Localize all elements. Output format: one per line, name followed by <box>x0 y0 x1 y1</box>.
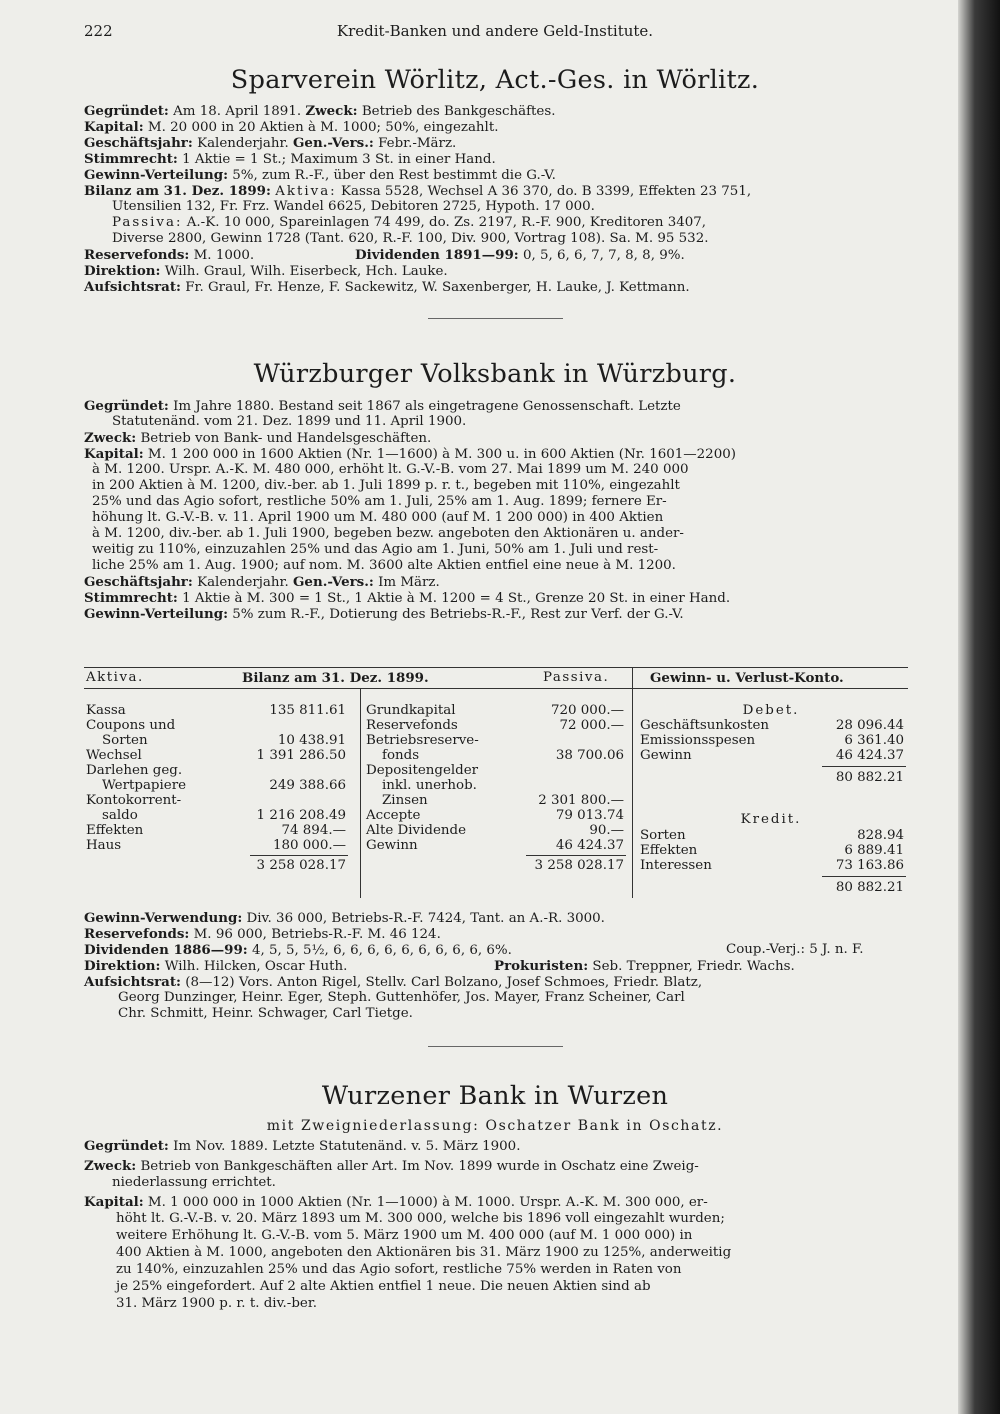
s2-coupon-verjaehrung: Coup.-Verj.: 5 J. n. F. <box>726 942 864 957</box>
section-title-wurzen: Wurzener Bank in Wurzen <box>321 1081 669 1111</box>
aktiva-label: Effekten <box>86 823 144 838</box>
gv-value: 73 163.86 <box>835 858 904 873</box>
gv-label: Interessen <box>640 858 712 873</box>
s2-gegruendet: Gegründet: Im Jahre 1880. Bestand seit 1867 als eingetragene Genossenschaft. Letzte <box>84 398 681 414</box>
aktiva-value: 10 438.91 <box>277 733 346 748</box>
s1-gewinn-verteilung: Gewinn-Verteilung: 5%, zum R.-F., über den Rest bestimmt die G.-V. <box>84 167 556 183</box>
passiva-label: Betriebsreserve- <box>366 733 479 748</box>
page-edge <box>958 0 1000 1414</box>
s2-kapital-l6: à M. 1200, div.-ber. ab 1. Juli 1900, begeben bezw. angeboten den Aktionären u. ander- <box>92 526 684 541</box>
s2-kapital-l7: weitig zu 110%, einzuzahlen 25% und das Agio am 1. Juni, 50% am 1. Juli und rest- <box>92 542 659 557</box>
s2-prokuristen: Prokuristen: Seb. Treppner, Friedr. Wachs. <box>494 958 795 974</box>
s3-kapital-l6: je 25% eingefordert. Auf 2 alte Aktien entfiel 1 neue. Die neuen Aktien sind ab <box>116 1279 651 1294</box>
aktiva-value: 74 894.— <box>281 823 346 838</box>
gv-value: 6 361.40 <box>844 733 904 748</box>
passiva-value: 90.— <box>589 823 624 838</box>
s2-kapital-l8: liche 25% am 1. Aug. 1900; auf nom. M. 3600 alte Aktien entfiel eine neue à M. 1200. <box>92 558 676 573</box>
s1-direktion: Direktion: Wilh. Graul, Wilh. Eiserbeck, Hch. Lauke. <box>84 263 448 279</box>
s2-gewinn-verteilung: Gewinn-Verteilung: 5% zum R.-F., Dotierung des Betriebs-R.-F., Rest zur Verf. der G.-V. <box>84 606 684 622</box>
s1-gegruendet: Gegründet: Am 18. April 1891. Zweck: Betrieb des Bankgeschäftes. <box>84 103 556 119</box>
section-title-woerlitz: Sparverein Wörlitz, Act.-Ges. in Wörlitz. <box>230 65 760 95</box>
s1-dividenden: Dividenden 1891—99: 0, 5, 6, 6, 7, 7, 8, 8, 9%. <box>355 247 685 263</box>
s1-bilanz: Bilanz am 31. Dez. 1899: Aktiva: Kassa 5528, Wechsel A 36 370, do. B 3399, Effekten 23 751, <box>84 183 752 199</box>
s1-geschaeftsjahr: Geschäftsjahr: Kalenderjahr. Gen.-Vers.: Febr.-März. <box>84 135 457 151</box>
aktiva-label: Kontokorrent- <box>86 793 182 808</box>
aktiva-label: Darlehen geg. <box>86 763 183 778</box>
table-header-gv: Gewinn- u. Verlust-Konto. <box>650 670 844 686</box>
passiva-total: 3 258 028.17 <box>534 858 624 873</box>
s3-kapital-l7: 31. März 1900 p. r. t. div.-ber. <box>116 1296 318 1311</box>
aktiva-label: saldo <box>102 808 138 823</box>
aktiva-label: Wechsel <box>86 748 142 763</box>
gv-value: 28 096.44 <box>835 718 904 733</box>
s2-kapital-l2: à M. 1200. Urspr. A.-K. M. 480 000, erhöht lt. G.-V.-B. vom 27. Mai 1899 um M. 240 000 <box>92 462 689 477</box>
gv-label: Gewinn <box>640 748 692 763</box>
s3-kapital-l4: 400 Aktien à M. 1000, angeboten den Aktionären bis 31. März 1900 zu 125%, anderweitig <box>116 1245 732 1260</box>
aktiva-label: Kassa <box>86 703 126 718</box>
s2-kapital-l3: in 200 Aktien à M. 1200, div.-ber. ab 1. Juli 1899 p. r. t., begeben mit 110%, eingezahlt <box>92 478 680 493</box>
gv-label: Emissionsspesen <box>640 733 756 748</box>
kredit-heading: Kredit. <box>740 812 802 827</box>
s3-kapital-l3: weitere Erhöhung lt. G.-V.-B. vom 5. März 1900 um M. 400 000 (auf M. 1 000 000) in <box>116 1228 693 1243</box>
page-number: 222 <box>84 22 113 40</box>
passiva-label: Reservefonds <box>366 718 458 733</box>
s1-stimmrecht: Stimmrecht: 1 Aktie = 1 St.; Maximum 3 St. in einer Hand. <box>84 151 496 167</box>
table-header-bilanz: Bilanz am 31. Dez. 1899. <box>242 670 429 686</box>
passiva-label: fonds <box>382 748 420 763</box>
section-title-wuerzburg: Würzburger Volksbank in Würzburg. <box>253 359 737 389</box>
passiva-value: 2 301 800.— <box>538 793 624 808</box>
s2-gewinn-verwendung: Gewinn-Verwendung: Div. 36 000, Betriebs-R.-F. 7424, Tant. an A.-R. 3000. <box>84 910 605 926</box>
passiva-value: 720 000.— <box>550 703 624 718</box>
gv-label: Effekten <box>640 843 698 858</box>
passiva-label: Alte Dividende <box>366 823 466 838</box>
passiva-value: 79 013.74 <box>555 808 624 823</box>
s2-reservefonds: Reservefonds: M. 96 000, Betriebs-R.-F. M. 46 124. <box>84 926 441 942</box>
gv-debet-total: 80 882.21 <box>835 770 904 785</box>
s1-reservefonds: Reservefonds: M. 1000. <box>84 247 255 263</box>
passiva-value: 72 000.— <box>559 718 624 733</box>
table-header-aktiva: Aktiva. <box>86 670 144 685</box>
s3-zweck: Zweck: Betrieb von Bankgeschäften aller Art. Im Nov. 1899 wurde in Oschatz eine Zweig- <box>84 1158 699 1174</box>
s2-stimmrecht: Stimmrecht: 1 Aktie à M. 300 = 1 St., 1 Aktie à M. 1200 = 4 St., Grenze 20 St. in einer Hand. <box>84 590 731 606</box>
aktiva-value: 180 000.— <box>272 838 346 853</box>
aktiva-label: Wertpapiere <box>102 778 187 793</box>
aktiva-value: 135 811.61 <box>269 703 346 718</box>
s3-gegruendet: Gegründet: Im Nov. 1889. Letzte Statutenänd. v. 5. März 1900. <box>84 1138 521 1154</box>
s2-kapital-l5: höhung lt. G.-V.-B. v. 11. April 1900 um M. 480 000 (auf M. 1 200 000) in 400 Aktien <box>92 510 664 525</box>
s3-kapital-l5: zu 140%, einzuzahlen 25% und das Agio sofort, restliche 75% werden in Raten von <box>116 1262 682 1277</box>
gv-value: 6 889.41 <box>844 843 904 858</box>
s1-passiva-cont: Diverse 2800, Gewinn 1728 (Tant. 620, R.-F. 100, Div. 900, Vortrag 108). Sa. M. 95 532. <box>112 231 709 246</box>
debet-heading: Debet. <box>742 703 800 718</box>
s3-zweck-cont: niederlassung errichtet. <box>112 1175 276 1190</box>
passiva-label: Gewinn <box>366 838 418 853</box>
table-header-passiva: Passiva. <box>543 670 610 685</box>
section-divider <box>428 318 563 319</box>
s2-gegruendet-cont: Statutenänd. vom 21. Dez. 1899 und 11. April 1900. <box>112 414 467 429</box>
gv-value: 828.94 <box>857 828 904 843</box>
aktiva-value: 249 388.66 <box>269 778 346 793</box>
s2-geschaeftsjahr: Geschäftsjahr: Kalenderjahr. Gen.-Vers.: Im März. <box>84 574 440 590</box>
aktiva-label: Coupons und <box>86 718 176 733</box>
passiva-label: inkl. unerhob. <box>382 778 477 793</box>
s2-zweck: Zweck: Betrieb von Bank- und Handelsgeschäften. <box>84 430 432 446</box>
s1-aufsichtsrat: Aufsichtsrat: Fr. Graul, Fr. Henze, F. Sackewitz, W. Saxenberger, H. Lauke, J. Kettmann. <box>84 279 690 295</box>
s2-direktion: Direktion: Wilh. Hilcken, Oscar Huth. <box>84 958 348 974</box>
aktiva-label: Haus <box>86 838 122 853</box>
s2-kapital: Kapital: M. 1 200 000 in 1600 Aktien (Nr. 1—1600) à M. 300 u. in 600 Aktien (Nr. 1601—2200) <box>84 446 736 462</box>
s3-kapital: Kapital: M. 1 000 000 in 1000 Aktien (Nr. 1—1000) à M. 1000. Urspr. A.-K. M. 300 000, er- <box>84 1194 708 1210</box>
passiva-label: Accepte <box>366 808 421 823</box>
s2-dividenden: Dividenden 1886—99: 4, 5, 5, 5½, 6, 6, 6, 6, 6, 6, 6, 6, 6, 6%. <box>84 942 512 958</box>
aktiva-total: 3 258 028.17 <box>256 858 346 873</box>
s1-passiva: Passiva: A.-K. 10 000, Spareinlagen 74 499, do. Zs. 2197, R.-F. 900, Kreditoren 3407, <box>112 215 707 230</box>
aktiva-value: 1 391 286.50 <box>256 748 346 763</box>
gv-label: Sorten <box>640 828 686 843</box>
passiva-value: 38 700.06 <box>555 748 624 763</box>
s1-kapital: Kapital: M. 20 000 in 20 Aktien à M. 1000; 50%, eingezahlt. <box>84 119 499 135</box>
s2-kapital-l4: 25% und das Agio sofort, restliche 50% am 1. Juli, 25% am 1. Aug. 1899; fernere Er- <box>92 494 667 509</box>
gv-kredit-total: 80 882.21 <box>835 880 904 895</box>
section-divider <box>428 1046 563 1047</box>
passiva-label: Depositengelder <box>366 763 479 778</box>
s2-aufsichtsrat-cont: Chr. Schmitt, Heinr. Schwager, Carl Tietge. <box>118 1006 413 1021</box>
aktiva-label: Sorten <box>102 733 148 748</box>
gv-value: 46 424.37 <box>835 748 904 763</box>
s2-aufsichtsrat: Aufsichtsrat: (8—12) Vors. Anton Rigel, Stellv. Carl Bolzano, Josef Schmoes, Friedr. Blatz, <box>84 974 703 990</box>
s1-bilanz-cont: Utensilien 132, Fr. Frz. Wandel 6625, Debitoren 2725, Hypoth. 17 000. <box>112 199 595 214</box>
passiva-label: Grundkapital <box>366 703 456 718</box>
gv-label: Geschäftsunkosten <box>640 718 770 733</box>
running-title: Kredit-Banken und andere Geld-Institute. <box>336 22 654 40</box>
passiva-label: Zinsen <box>382 793 428 808</box>
passiva-value: 46 424.37 <box>555 838 624 853</box>
section-subtitle-wurzen: mit Zweigniederlassung: Oschatzer Bank in Oschatz. <box>266 1118 724 1134</box>
s2-aufsichtsrat-cont: Georg Dunzinger, Heinr. Eger, Steph. Guttenhöfer, Jos. Mayer, Franz Scheiner, Carl <box>118 990 685 1005</box>
s3-kapital-l2: höht lt. G.-V.-B. v. 20. März 1893 um M. 300 000, welche bis 1896 voll eingezahlt wurden; <box>116 1211 725 1226</box>
aktiva-value: 1 216 208.49 <box>256 808 346 823</box>
